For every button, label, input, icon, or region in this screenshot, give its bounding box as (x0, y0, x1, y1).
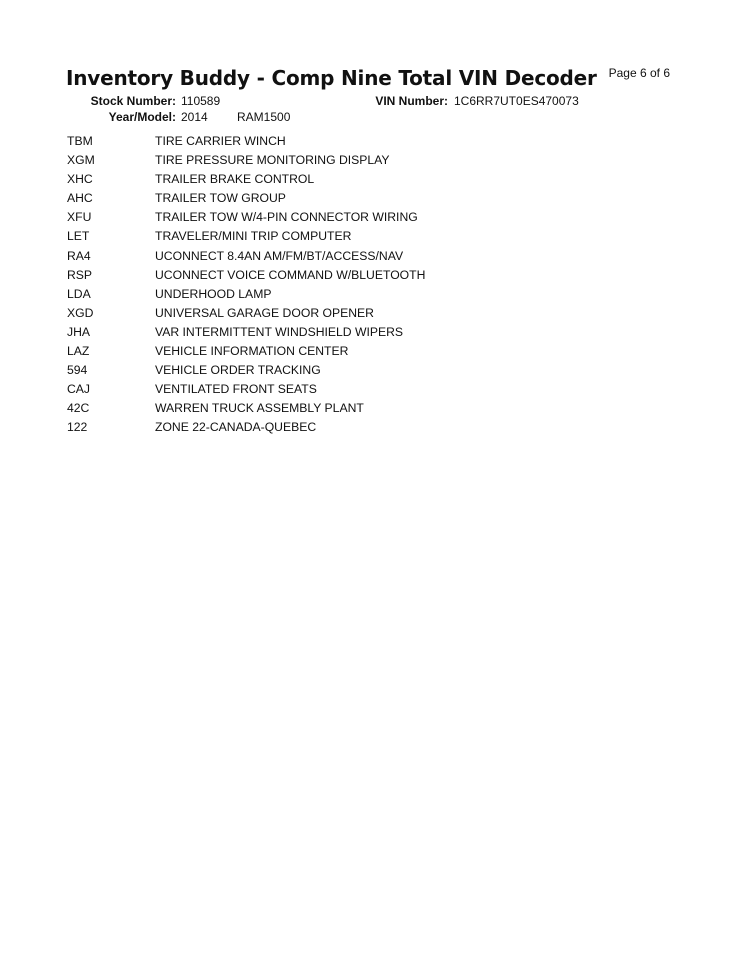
option-description: TRAVELER/MINI TRIP COMPUTER (155, 229, 352, 244)
option-code: RSP (67, 267, 93, 282)
option-code: XGM (67, 153, 95, 168)
option-code-list (67, 134, 667, 440)
vin-number-label: VIN Number: (375, 94, 448, 108)
option-description: WARREN TRUCK ASSEMBLY PLANT (155, 401, 364, 416)
option-description: TIRE CARRIER WINCH (155, 134, 286, 148)
option-code: XHC (67, 172, 93, 187)
option-description: UCONNECT 8.4AN AM/FM/BT/ACCESS/NAV (155, 248, 404, 263)
option-row (67, 153, 667, 172)
option-row (67, 249, 667, 268)
option-row (67, 268, 667, 287)
option-description: TRAILER TOW W/4-PIN CONNECTOR WIRING (155, 210, 418, 225)
option-code: LDA (67, 286, 91, 301)
option-row (67, 325, 667, 344)
option-description: TIRE PRESSURE MONITORING DISPLAY (155, 153, 390, 168)
option-description: TRAILER BRAKE CONTROL (155, 172, 315, 187)
option-code: JHA (67, 324, 91, 339)
model-value: RAM1500 (237, 110, 291, 124)
year-value: 2014 (181, 110, 208, 124)
option-row (67, 229, 667, 248)
option-description: ZONE 22-CANADA-QUEBEC (155, 420, 317, 435)
option-code: 594 (67, 363, 88, 378)
option-description: VAR INTERMITTENT WINDSHIELD WIPERS (155, 324, 404, 339)
option-description: VEHICLE INFORMATION CENTER (155, 344, 349, 359)
option-row (67, 287, 667, 306)
option-row (67, 306, 667, 325)
option-description: VENTILATED FRONT SEATS (155, 382, 317, 397)
option-description: UNDERHOOD LAMP (155, 286, 272, 301)
option-code: XGD (67, 305, 94, 320)
option-description: VEHICLE ORDER TRACKING (155, 363, 321, 378)
option-row (67, 420, 667, 439)
option-description: UNIVERSAL GARAGE DOOR OPENER (155, 305, 374, 320)
option-row (67, 363, 667, 382)
option-description: TRAILER TOW GROUP (155, 191, 286, 206)
option-row (67, 172, 667, 191)
year-model-label: Year/Model: (108, 110, 176, 124)
stock-number-label: Stock Number: (90, 94, 176, 108)
option-row (67, 382, 667, 401)
option-code: LET (67, 229, 90, 244)
option-code: XFU (67, 210, 92, 225)
page-title: Inventory Buddy - Comp Nine Total VIN Decoder (66, 66, 597, 90)
option-row (67, 191, 667, 210)
page-number: Page 6 of 6 (608, 66, 670, 80)
stock-number-value: 110589 (181, 94, 221, 108)
option-row (67, 401, 667, 420)
option-code: AHC (67, 191, 93, 206)
option-code: 122 (67, 420, 88, 435)
option-code: LAZ (67, 344, 90, 359)
option-row (67, 134, 667, 153)
option-description: UCONNECT VOICE COMMAND W/BLUETOOTH (155, 267, 426, 282)
option-code: 42C (67, 401, 90, 416)
option-code: CAJ (67, 382, 91, 397)
vin-number-value: 1C6RR7UT0ES470073 (454, 94, 579, 108)
option-code: RA4 (67, 248, 91, 263)
option-row (67, 344, 667, 363)
option-row (67, 210, 667, 229)
option-code: TBM (67, 134, 93, 148)
